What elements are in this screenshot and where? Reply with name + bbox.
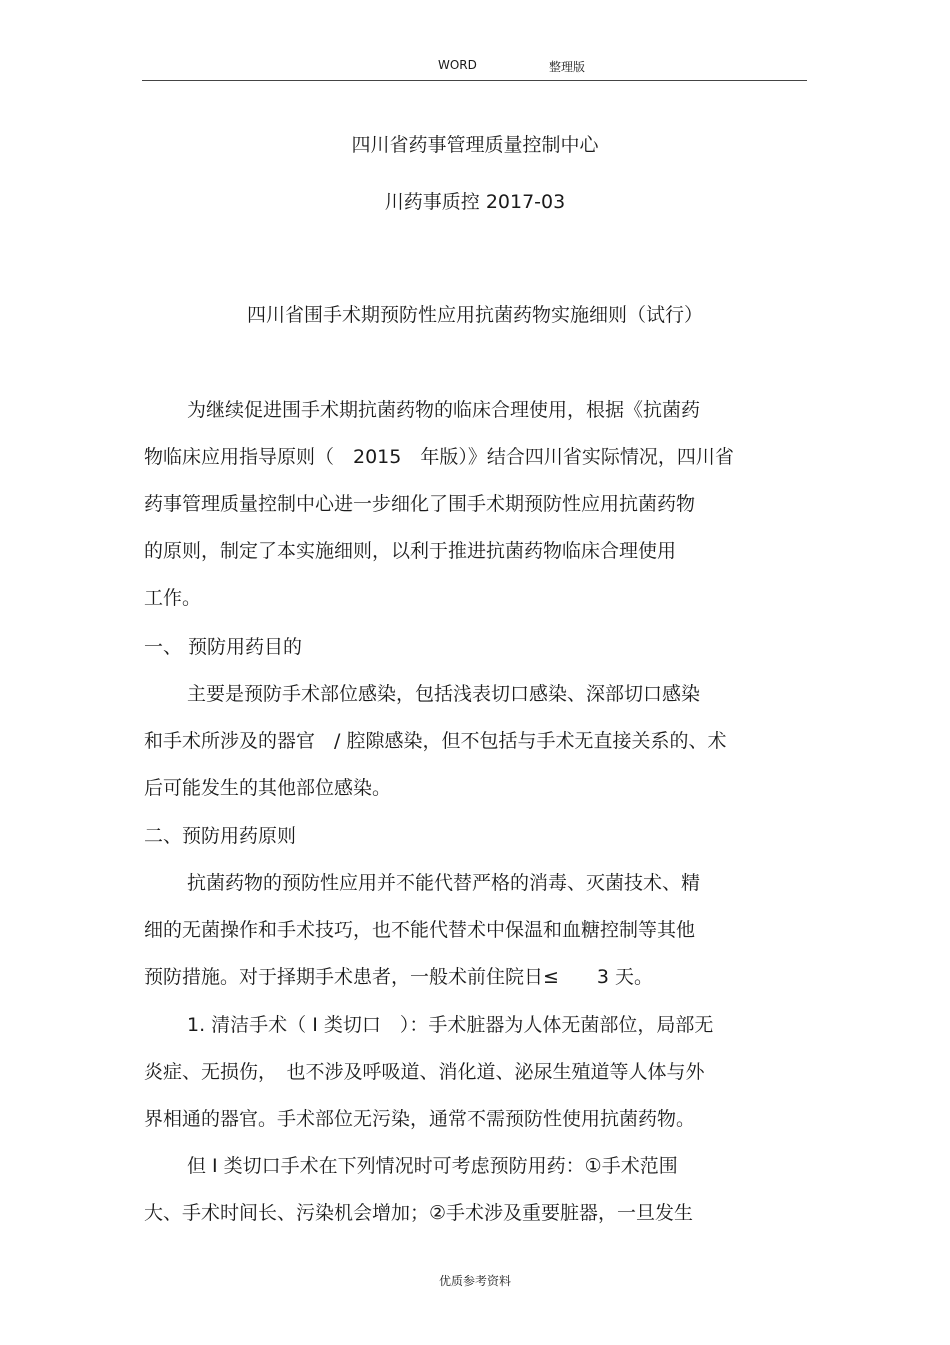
body-line: 细的无菌操作和手术技巧，也不能代替术中保温和血糖控制等其他 (144, 919, 696, 941)
body-line: 炎症、无损伤， 也不涉及呼吸道、消化道、泌尿生殖道等人体与外 (144, 1061, 705, 1083)
page-footer: 优质参考资料 (438, 1274, 511, 1288)
body-line: 一、 预防用药目的 (144, 636, 303, 658)
body-line: 物临床应用指导原则（ 2015 年版）》结合四川省实际情况，四川省 (144, 446, 734, 468)
body-line: 预防措施。对于择期手术患者，一般术前住院日≤ 3 天。 (144, 966, 654, 988)
body-line: 工作。 (144, 587, 202, 609)
body-line: 和手术所涉及的器官 / 腔隙感染，但不包括与手术无直接关系的、术 (144, 730, 727, 752)
body-line: 1. 清洁手术（ Ⅰ 类切口 ）：手术脏器为人体无菌部位，局部无 (187, 1014, 714, 1036)
body-line: 的原则，制定了本实施细则，以利于推进抗菌药物临床合理使用 (144, 540, 677, 562)
header-version-label: 整理版 (549, 60, 586, 74)
issuing-organization: 四川省药事管理质量控制中心 (351, 134, 599, 156)
document-number: 川药事质控 2017-03 (384, 191, 566, 213)
header-word-label: WORD (438, 58, 477, 72)
body-line: 界相通的器官。手术部位无污染，通常不需预防性使用抗菌药物。 (144, 1108, 696, 1130)
body-line: 药事管理质量控制中心进一步细化了围手术期预防性应用抗菌药物 (144, 493, 696, 515)
body-line: 大、手术时间长、污染机会增加；②手术涉及重要脏器，一旦发生 (144, 1202, 694, 1224)
body-line: 后可能发生的其他部位感染。 (144, 777, 392, 799)
body-line: 但 Ⅰ 类切口手术在下列情况时可考虑预防用药：①手术范围 (187, 1155, 678, 1177)
header-divider (142, 80, 807, 81)
body-line: 抗菌药物的预防性应用并不能代替严格的消毒、灭菌技术、精 (187, 872, 701, 894)
body-line: 为继续促进围手术期抗菌药物的临床合理使用，根据《抗菌药 (187, 399, 701, 421)
body-line: 主要是预防手术部位感染，包括浅表切口感染、深部切口感染 (187, 683, 701, 705)
body-line: 二、预防用药原则 (144, 825, 297, 847)
document-title: 四川省围手术期预防性应用抗菌药物实施细则（试行） (246, 304, 703, 326)
page-header (0, 58, 950, 78)
